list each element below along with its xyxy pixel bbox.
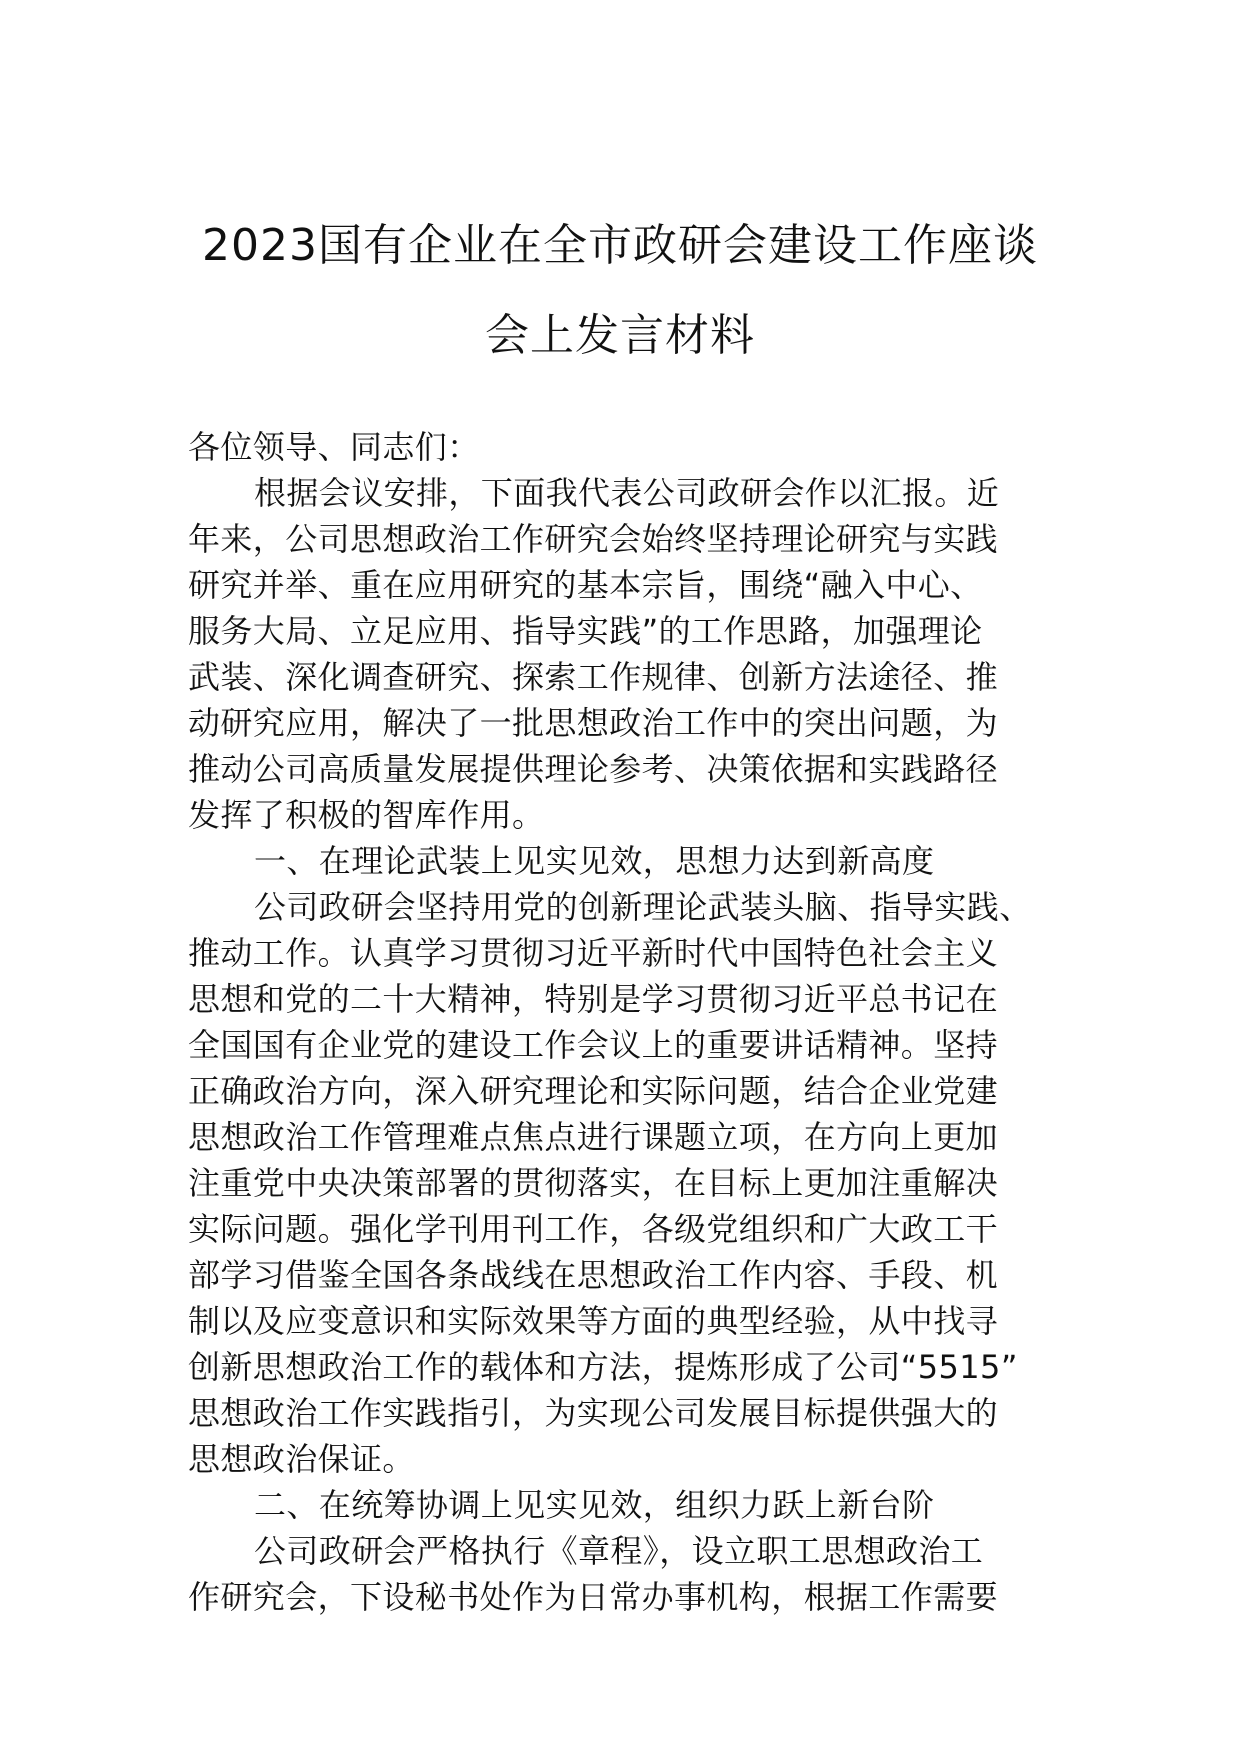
text-line: 推动公司高质量发展提供理论参考、决策依据和实践路径: [188, 750, 999, 788]
text-line: 一、在理论武装上见实见效，思想力达到新高度: [254, 842, 935, 880]
text-line: 注重党中央决策部署的贯彻落实，在目标上更加注重解决: [188, 1164, 999, 1202]
text-line: 公司政研会严格执行《章程》，设立职工思想政治工: [254, 1532, 984, 1570]
text-line: 公司政研会坚持用党的创新理论武装头脑、指导实践、: [254, 888, 1032, 926]
text-line: 年来，公司思想政治工作研究会始终坚持理论研究与实践: [188, 520, 999, 558]
text-line: 部学习借鉴全国各条战线在思想政治工作内容、手段、机: [188, 1256, 999, 1294]
document-title-line-2: 会上发言材料: [485, 310, 755, 361]
text-line: 动研究应用，解决了一批思想政治工作中的突出问题，为: [188, 704, 999, 742]
text-line: 研究并举、重在应用研究的基本宗旨，围绕“融入中心、: [188, 566, 983, 604]
text-line: 正确政治方向，深入研究理论和实际问题，结合企业党建: [188, 1072, 999, 1110]
text-line: 实际问题。强化学刊用刊工作，各级党组织和广大政工干: [188, 1210, 999, 1248]
text-line: 制以及应变意识和实际效果等方面的典型经验，从中找寻: [188, 1302, 999, 1340]
text-line: 思想和党的二十大精神，特别是学习贯彻习近平总书记在: [188, 980, 999, 1018]
text-line: 根据会议安排，下面我代表公司政研会作以汇报。近: [254, 474, 1000, 512]
text-line: 武装、深化调查研究、探索工作规律、创新方法途径、推: [188, 658, 999, 696]
text-line: 思想政治工作实践指引，为实现公司发展目标提供强大的: [188, 1394, 999, 1432]
text-line: 服务大局、立足应用、指导实践”的工作思路，加强理论: [188, 612, 983, 650]
document-title-line-1: 2023国有企业在全市政研会建设工作座谈: [202, 220, 1038, 271]
text-line: 作研究会，下设秘书处作为日常办事机构，根据工作需要: [188, 1578, 999, 1616]
document-body: [188, 424, 1058, 1620]
text-line: 思想政治保证。: [188, 1440, 415, 1478]
text-line: 各位领导、同志们：: [188, 428, 480, 466]
text-line: 发挥了积极的智库作用。: [188, 796, 545, 834]
text-line: 二、在统筹协调上见实见效，组织力跃上新台阶: [254, 1486, 935, 1524]
text-line: 推动工作。认真学习贯彻习近平新时代中国特色社会主义: [188, 934, 999, 972]
text-line: 创新思想政治工作的载体和方法，提炼形成了公司“5515”: [188, 1348, 1018, 1386]
text-line: 全国国有企业党的建设工作会议上的重要讲话精神。坚持: [188, 1026, 999, 1064]
text-line: 思想政治工作管理难点焦点进行课题立项，在方向上更加: [188, 1118, 999, 1156]
